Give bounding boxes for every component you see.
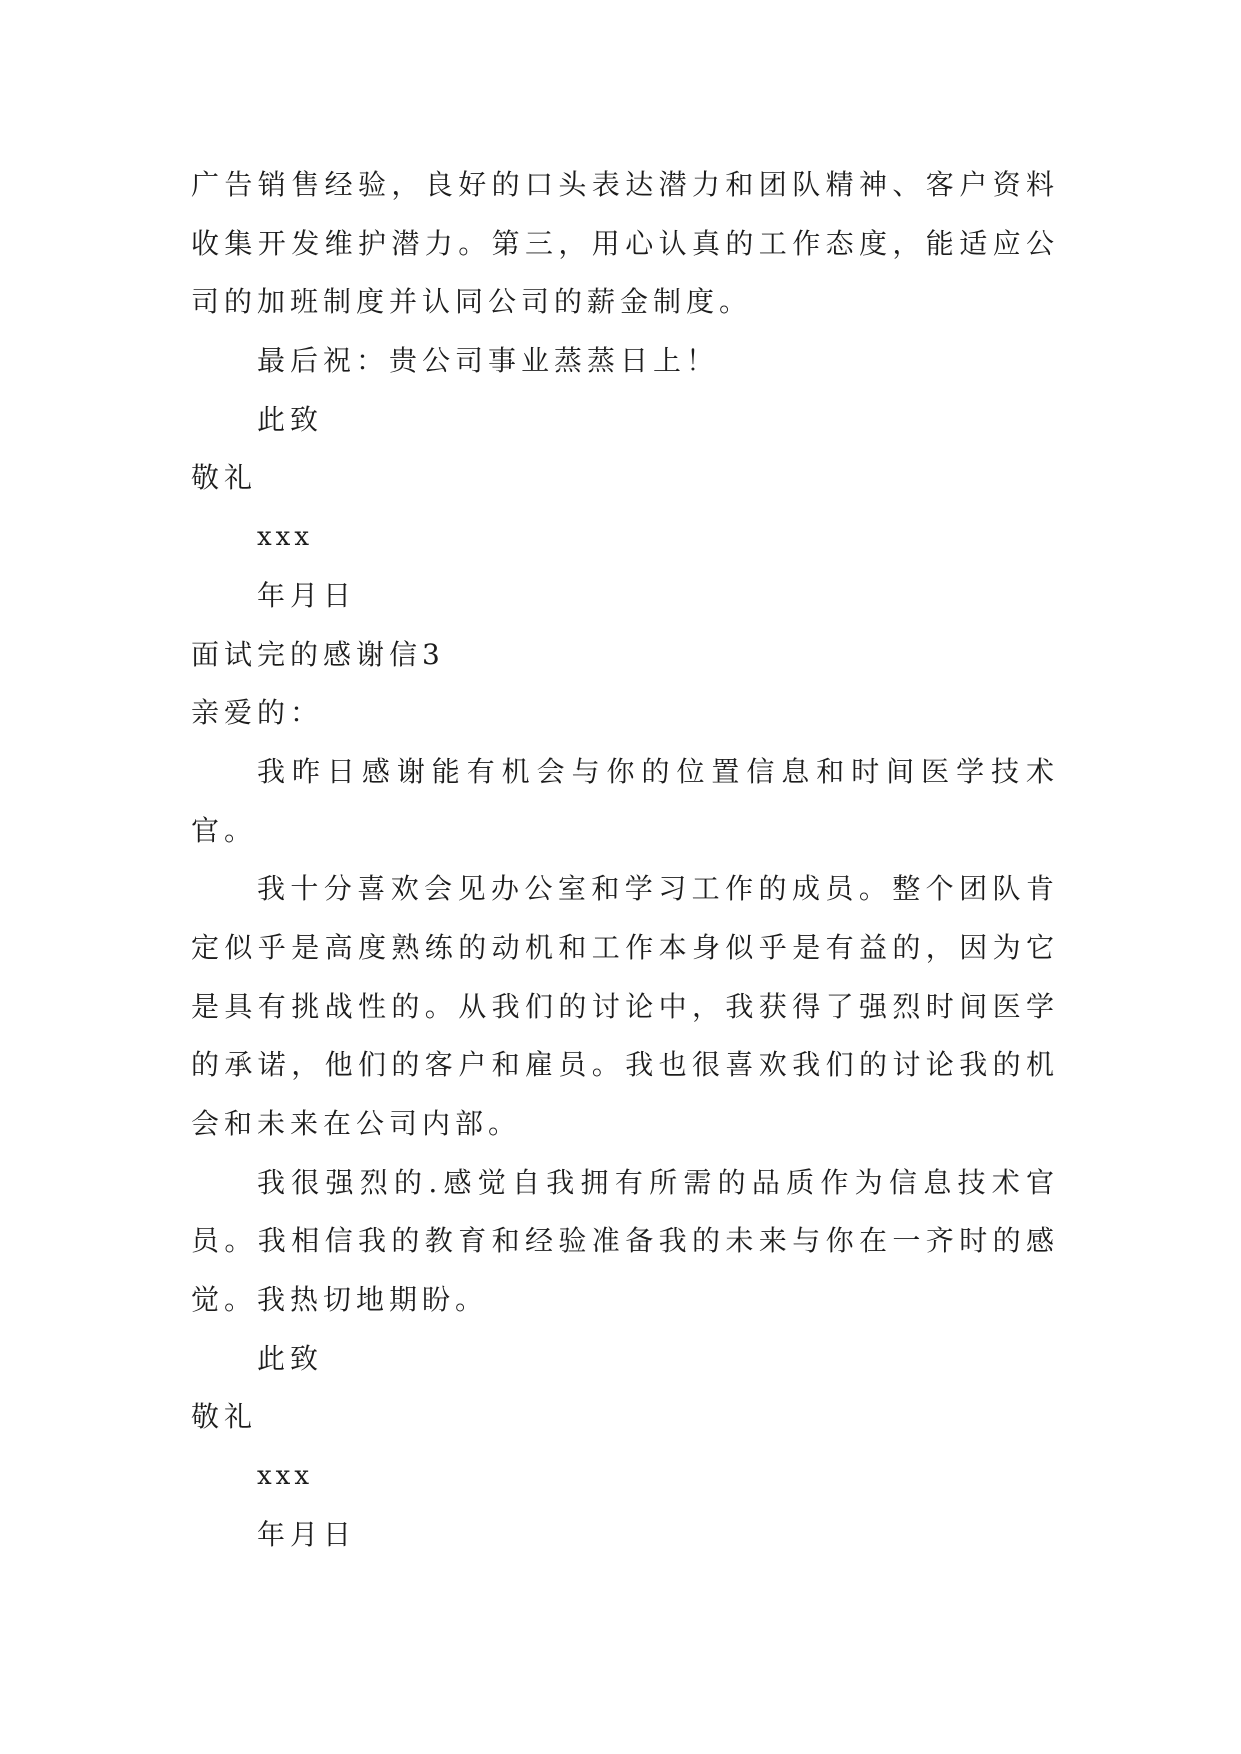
- letter-title: 面试完的感谢信3: [191, 637, 445, 671]
- document-body: [191, 156, 1054, 1565]
- text-line: 是具有挑战性的。从我们的讨论中，我获得了强烈时间医学: [191, 989, 1054, 1023]
- paragraph: [191, 743, 1054, 860]
- text-line: 员。我相信我的教育和经验准备我的未来与你在一齐时的感: [191, 1224, 1054, 1258]
- text-line: 广告销售经验，良好的口头表达潜力和团队精神、客户资料: [191, 168, 1054, 201]
- text-line: 官。: [191, 813, 258, 847]
- text-line: 的承诺，他们的客户和雇员。我也很喜欢我们的讨论我的机: [191, 1048, 1054, 1082]
- closing-wish: 最后祝：贵公司事业蒸蒸日上！: [257, 344, 720, 378]
- text-line: 司的加班制度并认同公司的薪金制度。: [191, 285, 753, 319]
- text-line: 我很强烈的.感觉自我拥有所需的品质作为信息技术官: [257, 1165, 1054, 1199]
- text-line: 觉。我热切地期盼。: [191, 1283, 489, 1317]
- text-line: 我昨日感谢能有机会与你的位置信息和时间医学技术: [257, 754, 1054, 788]
- text-line: 会和未来在公司内部。: [191, 1107, 522, 1140]
- text-line: 定似乎是高度熟练的动机和工作本身似乎是有益的，因为它: [191, 930, 1054, 964]
- signature: xxx: [257, 1461, 313, 1492]
- date: 年月日: [257, 1517, 357, 1551]
- salutation-jing-li: 敬礼: [191, 1400, 258, 1434]
- greeting: 亲爱的：: [191, 696, 324, 730]
- text-line: 收集开发维护潜力。第三，用心认真的工作态度，能适应公: [191, 226, 1054, 260]
- text-line: 我十分喜欢会见办公室和学习工作的成员。整个团队肯: [257, 872, 1054, 906]
- salutation-ci-zhi: 此致: [257, 1341, 324, 1375]
- signature: xxx: [257, 522, 313, 553]
- paragraph: [191, 1154, 1054, 1330]
- paragraph: [191, 156, 1054, 332]
- paragraph: [191, 860, 1054, 1153]
- date: 年月日: [257, 578, 357, 612]
- salutation-jing-li: 敬礼: [191, 461, 258, 495]
- salutation-ci-zhi: 此致: [257, 402, 324, 436]
